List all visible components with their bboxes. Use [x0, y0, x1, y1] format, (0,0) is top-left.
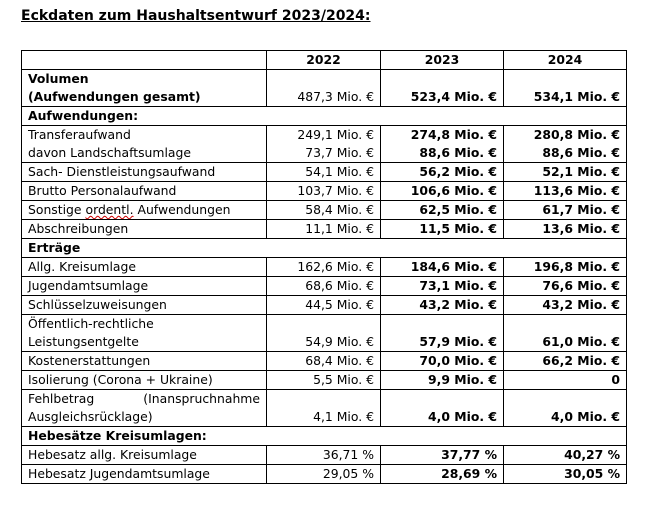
value-2024: 30,05 % [504, 465, 627, 484]
value-2023: 62,5 Mio. € [381, 201, 504, 220]
header-2024: 2024 [504, 51, 627, 70]
value-2023: 73,1 Mio. € [381, 277, 504, 296]
value-2023: 57,9 Mio. € [381, 315, 504, 352]
value-2023 [381, 126, 504, 163]
value-2023: 11,5 Mio. € [381, 220, 504, 239]
row-label-line2: Leistungsentgelte [28, 334, 139, 349]
value-2024: 52,1 Mio. € [504, 163, 627, 182]
value-2023: 70,0 Mio. € [381, 352, 504, 371]
header-row [22, 51, 627, 70]
row-label [22, 315, 267, 352]
row-label: Hebesatz Jugendamtsumlage [22, 465, 267, 484]
value-line1: 280,8 Mio. € [533, 127, 620, 142]
header-2022: 2022 [267, 51, 381, 70]
row-label: Allg. Kreisumlage [22, 258, 267, 277]
row-fehlbetrag [22, 390, 627, 427]
row-isolierung [22, 371, 627, 390]
row-label [22, 390, 267, 427]
value-2022: 54,9 Mio. € [267, 315, 381, 352]
value-2024: 40,27 % [504, 446, 627, 465]
row-label-part-b: (Inanspruchnahme [143, 391, 260, 406]
row-leistungsentgelte [22, 315, 627, 352]
value-2022: 103,7 Mio. € [267, 182, 381, 201]
value-2022: 44,5 Mio. € [267, 296, 381, 315]
row-label [22, 70, 267, 107]
row-label [22, 126, 267, 163]
row-kreisumlage [22, 258, 627, 277]
row-label-line1: Transferaufwand [28, 127, 131, 142]
value-2022: 487,3 Mio. € [267, 70, 381, 107]
row-label-part-a: Fehlbetrag [28, 391, 95, 406]
row-kostenerstattungen [22, 352, 627, 371]
value-2022: 11,1 Mio. € [267, 220, 381, 239]
row-personal [22, 182, 627, 201]
value-2022: 54,1 Mio. € [267, 163, 381, 182]
value-2022: 68,6 Mio. € [267, 277, 381, 296]
value-2022: 29,05 % [267, 465, 381, 484]
section-heading: Erträge [22, 239, 627, 258]
value-2024: 76,6 Mio. € [504, 277, 627, 296]
value-2022: 162,6 Mio. € [267, 258, 381, 277]
row-label: Hebesatz allg. Kreisumlage [22, 446, 267, 465]
document-title: Eckdaten zum Haushaltsentwurf 2023/2024: [21, 8, 371, 24]
row-label-line1: Volumen [28, 71, 89, 86]
value-2022: 68,4 Mio. € [267, 352, 381, 371]
row-sach [22, 163, 627, 182]
value-2024: 13,6 Mio. € [504, 220, 627, 239]
value-2022: 36,71 % [267, 446, 381, 465]
value-2024: 534,1 Mio. € [504, 70, 627, 107]
value-2023: 43,2 Mio. € [381, 296, 504, 315]
value-2023: 28,69 % [381, 465, 504, 484]
value-2023: 106,6 Mio. € [381, 182, 504, 201]
value-line2: 88,6 Mio. € [419, 145, 497, 160]
row-label-line2: Ausgleichsrücklage) [28, 409, 153, 424]
value-2024: 196,8 Mio. € [504, 258, 627, 277]
row-schluesselzuweisungen [22, 296, 627, 315]
value-2023: 37,77 % [381, 446, 504, 465]
value-2024: 43,2 Mio. € [504, 296, 627, 315]
row-transferaufwand [22, 126, 627, 163]
row-label-pre: Sonstige [28, 202, 86, 217]
row-label-line1: Öffentlich-rechtliche [28, 316, 154, 331]
value-2024 [504, 126, 627, 163]
section-ertraege [22, 239, 627, 258]
row-hebesatz-jugend [22, 465, 627, 484]
value-2022: 4,1 Mio. € [267, 390, 381, 427]
row-label-line2: davon Landschaftsumlage [28, 145, 191, 160]
header-2023: 2023 [381, 51, 504, 70]
value-2022: 58,4 Mio. € [267, 201, 381, 220]
section-hebesaetze [22, 427, 627, 446]
row-label-line1 [28, 390, 260, 408]
value-2024: 66,2 Mio. € [504, 352, 627, 371]
row-label-line2: (Aufwendungen gesamt) [28, 89, 201, 104]
value-2023: 9,9 Mio. € [381, 371, 504, 390]
value-2024: 4,0 Mio. € [504, 390, 627, 427]
row-label: Abschreibungen [22, 220, 267, 239]
row-label: Brutto Personalaufwand [22, 182, 267, 201]
value-line2: 73,7 Mio. € [305, 145, 374, 160]
row-volumen [22, 70, 627, 107]
row-label: Kostenerstattungen [22, 352, 267, 371]
value-2024: 0 [504, 371, 627, 390]
value-line1: 274,8 Mio. € [410, 127, 497, 142]
header-empty [22, 51, 267, 70]
value-line2: 88,6 Mio. € [542, 145, 620, 160]
row-label: Jugendamtsumlage [22, 277, 267, 296]
value-2024: 113,6 Mio. € [504, 182, 627, 201]
row-sonstige [22, 201, 627, 220]
value-2024: 61,7 Mio. € [504, 201, 627, 220]
value-2023: 4,0 Mio. € [381, 390, 504, 427]
value-2023: 523,4 Mio. € [381, 70, 504, 107]
value-2022: 5,5 Mio. € [267, 371, 381, 390]
section-heading: Hebesätze Kreisumlagen: [22, 427, 627, 446]
value-2024: 61,0 Mio. € [504, 315, 627, 352]
spellcheck-word: ordentl. [85, 202, 134, 217]
row-hebesatz-allg [22, 446, 627, 465]
value-2022 [267, 126, 381, 163]
value-2023: 56,2 Mio. € [381, 163, 504, 182]
row-label-post: Aufwendungen [133, 202, 231, 217]
row-label [22, 201, 267, 220]
row-jugendamtsumlage [22, 277, 627, 296]
row-label: Sach- Dienstleistungsaufwand [22, 163, 267, 182]
value-line1: 249,1 Mio. € [297, 127, 374, 142]
budget-table [21, 50, 627, 484]
row-abschreibungen [22, 220, 627, 239]
value-2023: 184,6 Mio. € [381, 258, 504, 277]
row-label: Isolierung (Corona + Ukraine) [22, 371, 267, 390]
section-aufwendungen [22, 107, 627, 126]
section-heading: Aufwendungen: [22, 107, 627, 126]
row-label: Schlüsselzuweisungen [22, 296, 267, 315]
